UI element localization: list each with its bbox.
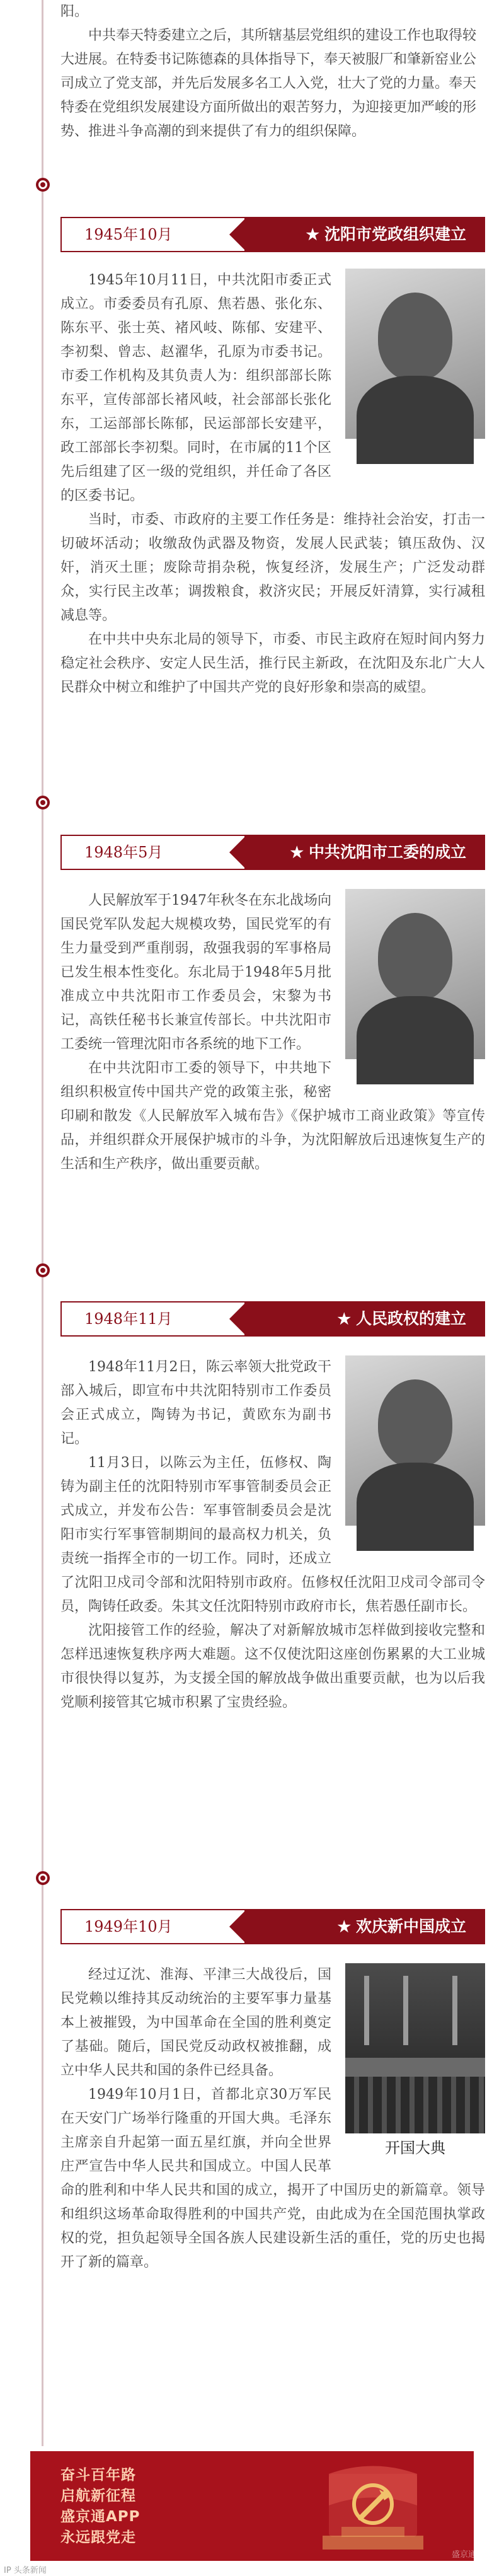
page-watermark: IP 头条新闻 xyxy=(4,2566,47,2575)
section-title: ★ 欢庆新中国成立 xyxy=(337,1910,466,1943)
section-body xyxy=(60,889,485,1176)
portrait-photo xyxy=(345,269,485,468)
footer-banner xyxy=(30,2451,474,2561)
slogan-line: 盛京通APP xyxy=(60,2509,140,2525)
timeline-dot xyxy=(36,1871,50,1885)
ceremony-image xyxy=(345,1963,485,2133)
body-paragraph: 沈阳接管工作的经验，解决了对新解放城市怎样做到接收完整和怎样迅速恢复秩序两大难题。这不仅使沈阳这座创伤累累的大工业城市很快得以复苏，为支援全国的解放战争做出重要贡献，也为以后我党顺利接管其它城市积累了宝贵经验。 xyxy=(60,1623,485,1710)
body-paragraph: 在中共沈阳市工委的领导下，中共地下组织积极宣传中国共产党的政策主张，秘密印刷和散发《人民解放军入城布告》《保护城市工商业政策》等宣传品，并组织群众开展保护城市的斗争，为沈阳解放后迅速恢复生产的生活和生产秩序，做出重要贡献。 xyxy=(60,1060,485,1172)
section-date: 1948年11月 xyxy=(62,1303,246,1335)
section-title: ★ 人民政权的建立 xyxy=(337,1303,466,1335)
body-paragraph: 11月3日，以陈云为主任，伍修权、陶铸为副主任的沈阳特别市军事管制委员会正式成立，并发布公告：军事管制委员会是沈阳市实行军事管制期间的最高权力机关，负责统一指挥全市的一切工作。同时，还成立了沈阳卫戍司令部和沈阳特别市政府。伍修权任沈阳卫戍司令部司令员，陶铸任政委。朱其文任沈阳特别市政府市长，焦若愚任副市长。 xyxy=(60,1455,485,1615)
section-date: 1945年10月 xyxy=(62,218,246,251)
section-header xyxy=(60,217,485,252)
section-date: 1948年5月 xyxy=(62,836,246,869)
body-paragraph: 当时，市委、市政府的主要工作任务是：维持社会治安，打击一切破坏活动；收缴敌伪武器及物资，发展人民武装；镇压敌伪、汉奸，消灭土匪；废除苛捐杂税，恢复经济，发展生产；广泛发动群众，实行民主改革；调拨粮食，救济灾民；开展反奸清算，实行减租减息等。 xyxy=(60,512,485,624)
section-body xyxy=(60,1355,485,1715)
section-title: ★ 中共沈阳市工委的成立 xyxy=(290,836,466,869)
body-paragraph: 1949年10月1日，首都北京30万军民在天安门广场举行隆重的开国大典。毛泽东主席亲自升起第一面五星红旗，并向全世界庄严宣告中华人民共和国成立。中国人民革命的胜利和中华人民共和国的成立，揭开了中国历史的新篇章。领导和组织这场革命取得胜利的中国共产党，由此成为在全国范围执掌政权的党，担负起领导全国各族人民建设新生活的重任，党的历史也揭开了新的篇章。 xyxy=(60,2087,485,2270)
portrait-image xyxy=(345,269,485,439)
section-header xyxy=(60,1301,485,1337)
portrait-image xyxy=(345,1355,485,1526)
section-date: 1949年10月 xyxy=(62,1910,246,1943)
star-icon: ★ xyxy=(290,843,304,861)
footer-slogans xyxy=(60,2465,140,2548)
timeline-dot xyxy=(36,178,50,192)
section-header xyxy=(60,1909,485,1944)
section-body xyxy=(60,1963,485,2275)
slogan-line: 奋斗百年路 xyxy=(60,2467,136,2483)
photo-caption: 开国大典 xyxy=(385,2139,445,2157)
portrait-photo xyxy=(345,1355,485,1555)
star-icon: ★ xyxy=(337,1309,351,1328)
intro-paragraph: 中共奉天特委建立之后，其所辖基层党组织的建设工作也取得较大进展。在特委书记陈德森的具体指导下，奉天被服厂和肇新窑业公司成立了党支部，并先后发展多名工人入党，壮大了党的力量。奉天特委在党组织发展建设方面所做出的艰苦努力，为迎接更加严峻的形势、推进斗争高潮的到来提供了有力的组织保障。 xyxy=(60,28,477,139)
timeline-dot xyxy=(36,1263,50,1277)
body-paragraph: 在中共中央东北局的领导下，市委、市民主政府在短时间内努力稳定社会秩序、安定人民生活，推行民主新政，在沈阳及东北广大人民群众中树立和维护了中国共产党的良好形象和崇高的威望。 xyxy=(60,632,485,695)
section-body xyxy=(60,269,485,700)
star-icon: ★ xyxy=(337,1917,351,1935)
section-title: ★ 沈阳市党政组织建立 xyxy=(306,218,466,251)
star-icon: ★ xyxy=(306,225,319,243)
body-paragraph: 1945年10月11日，中共沈阳市委正式成立。市委委员有孔原、焦若愚、张化东、陈东平、张士英、褚风岐、陈郁、安建平、李初梨、曾志、赵濯华，孔原为市委书记。市委工作机构及其负责人为：组织部部长陈东平，宣传部部长褚风岐，社会部部长张化东，工运部部长陈郁，民运部部长安建平，政工部部长李初梨。同时，在市属的11个区先后组建了区一级的党组织，并任命了各区的区委书记。 xyxy=(60,272,331,504)
portrait-image xyxy=(345,889,485,1059)
portrait-photo xyxy=(345,889,485,1088)
section-header xyxy=(60,835,485,870)
body-paragraph: 1948年11月2日，陈云率领大批党政干部入城后，即宣布中共沈阳特别市工作委员会正式成立，陶铸为书记，黄欧东为副书记。 xyxy=(60,1359,331,1447)
body-paragraph: 人民解放军于1947年秋冬在东北战场向国民党军队发起大规模攻势，国民党军的有生力量受到严重削弱，敌强我弱的军事格局已发生根本性变化。东北局于1948年5月批准成立中共沈阳市工作委员会，宋黎为书记，高铁任秘书长兼宣传部长。中共沈阳市工委统一管理沈阳市各系统的地下工作。 xyxy=(60,893,331,1052)
intro-text xyxy=(60,0,476,144)
timeline-dot xyxy=(36,796,50,809)
body-paragraph: 经过辽沈、淮海、平津三大战役后，国民党赖以维持其反动统治的主要军事力量基本上被摧毁，为中国革命在全国的胜利奠定了基础。随后，国民党反动政权被推翻，成立中华人民共和国的条件已经具备。 xyxy=(60,1967,331,2079)
slogan-line: 启航新征程 xyxy=(60,2488,136,2504)
footer-watermark: 盛京通 xyxy=(451,2550,476,2560)
timeline-rail xyxy=(42,0,43,2446)
slogan-line: 永远跟党走 xyxy=(60,2529,136,2546)
intro-paragraph: 阳。 xyxy=(60,4,89,20)
party-emblem-icon xyxy=(316,2461,430,2556)
event-photo xyxy=(345,1963,485,2162)
